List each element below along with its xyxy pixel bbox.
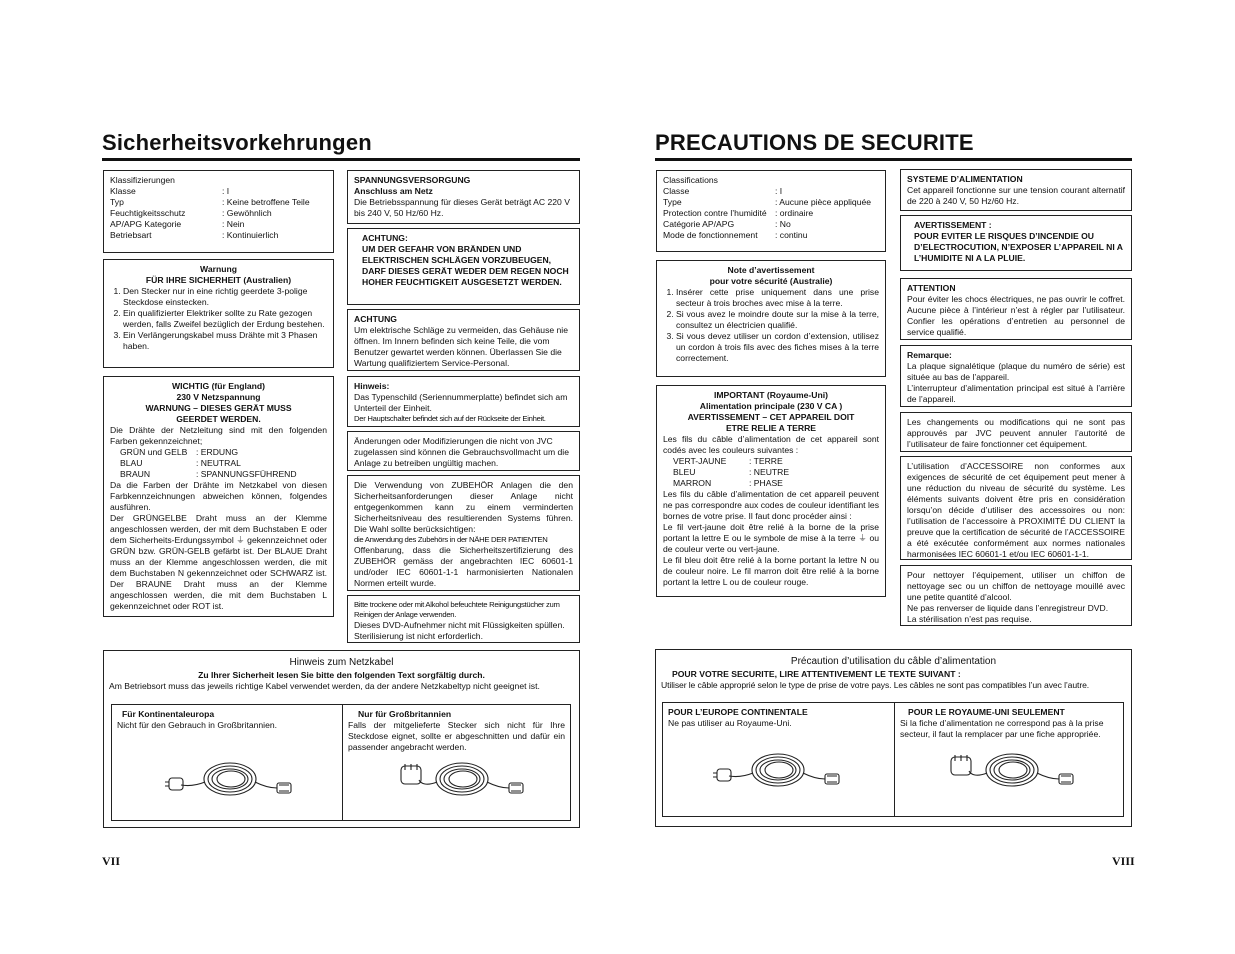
left-classification-box: Klassifizierungen Klasse : I Typ : Keine betroffene Teile Feuchtigkeitsschutz : Gewöhnlich AP/APG Kategorie : Nein Betriebsart : Kontinuierlich [103, 170, 334, 253]
left-achtung-caps-box: ACHTUNG: UM DER GEFAHR VON BRÄNDEN UND ELEKTRISCHEN SCHLÄGEN VORZUBEUGEN, DARF DIESES GERÄT WEDER DEM REGEN NOCH HOHER FEUCHTIGKEIT AUSGESETZT WERDEN. [347, 228, 580, 305]
right-nettoyer-box: Pour nettoyer l’équipement, utiliser un chiffon de nettoyage sec ou un chiffon de nettoyage mouillé avec une petite quantité d’alcool. Ne pas renverser de liquide dans l’enregistreur DVD. La stérilisation n’est pas requise. [900, 565, 1132, 626]
right-cable-box: Précaution d’utilisation du câble d’alimentation POUR VOTRE SECURITE, LIRE ATTENTIVEMENT LE TEXTE SUIVANT : Utiliser le câble approprié selon le type de prise de votre pays. Les câbles ne sont pas compatibles l’un avec l’autre. POUR L’EUROPE CONTINENTALE Ne pas utiliser au Royaume-Uni. POUR LE ROYAUME-UNI SEULEMENT Si la fiche d’alimentation ne correspond pas à la prise secteur, il faut la remplacer par une fiche appropriée. [655, 649, 1132, 827]
left-spannung-box: SPANNUNGSVERSORGUNG Anschluss am Netz Die Betriebsspannung für dieses Gerät beträgt AC 220 V bis 240 V, 50 Hz/60 Hz. [347, 170, 580, 224]
list-item: 2. Si vous avez le moindre doute sur la mise à la terre, consultez un électricien qualifié. [676, 309, 879, 331]
right-title-rule [655, 158, 1132, 161]
list-item: 1. Den Stecker nur in eine richtig geerdete 3-polige Steckdose einstecken. [123, 286, 327, 308]
uk-plug-cable-illustration [397, 752, 527, 807]
left-wichtig-box: WICHTIG (für England) 230 V Netzspannung WARNUNG – DIESES GERÄT MUSS GEERDET WERDEN. Die Drähte der Netzleitung sind mit den folgenden Farben gekennzeichnet; GRÜN und GELB : ERDUNG BLAU : NEUTRAL BRAUN : SPANNUNGSFÜHREND Da die Farben der Drähte im Netzkabel von diesen Farbkennzeichnungen abweichen können, folgendes ausführen. Der GRÜNGELBE Draht muss an der Klemme angeschlossen werden, der mit dem Buchstaben E oder dem Sicherheits-Erdungssymbol ⏚ gekennzeichnet oder GRÜN bzw. GRÜN-GELB gefärbt ist. Der BLAUE Draht muss an der Klemme angeschlossen werden, die mit dem Buchstaben N gekennzeichnet oder SCHWARZ ist. Der BRAUNE Draht muss an der Klemme angeschlossen werden, die mit dem Buchstaben L gekennzeichnet oder ROT ist. [103, 376, 334, 617]
list-item: 1. Insérer cette prise uniquement dans une prise secteur à trois broches avec mise à la terre. [676, 287, 879, 309]
right-remarque-box: Remarque: La plaque signalétique (plaque du numéro de série) est située au bas de l’appareil. L’interrupteur d’alimentation principal est situé à l’arrière de l’appareil. [900, 345, 1132, 407]
right-avertissement-box: AVERTISSEMENT : POUR EVITER LE RISQUES D’INCENDIE OU D’ELECTROCUTION, N’EXPOSER L’APPAREIL NI A L’HUMIDITE NI A LA PLUIE. [900, 215, 1132, 271]
right-page-number: VIII [1112, 854, 1135, 868]
left-uk-plug-panel: Nur für Großbritannien Falls der mitgelieferte Stecker sich nicht für Ihre Steckdose eignet, sollte er abgeschnitten und dafür ein passender angebracht werden. [342, 704, 571, 821]
left-eu-plug-panel: Für Kontinentaleuropa Nicht für den Gebrauch in Großbritannien. [111, 704, 343, 821]
right-eu-plug-panel: POUR L’EUROPE CONTINENTALE Ne pas utiliser au Royaume-Uni. [662, 702, 895, 817]
right-page-title: PRECAUTIONS DE SECURITE [655, 130, 974, 155]
left-warnung-box: Warnung FÜR IHRE SICHERHEIT (Australien) 1. Den Stecker nur in eine richtig geerdete 3-polige Steckdose einstecken. 2. Ein qualifizierter Elektriker sollte zu Rate gezogen werden, falls Zweifel bezüglich der Erdung bestehen. 3. Ein Verlängerungskabel muss Drähte mit 3 Phasen haben. [103, 259, 334, 368]
right-systeme-box: SYSTEME D’ALIMENTATION Cet appareil fonctionne sur une tension courant alternatif de 220 à 240 V, 50 Hz/60 Hz. [900, 169, 1132, 211]
left-achtung-box: ACHTUNG Um elektrische Schläge zu vermeiden, das Gehäuse nie öffnen. Im Innern befinden sich keine Teile, die vom Benutzer gewartet werden können. Überlassen Sie die Wartung qualifiziertem Service-Personal. [347, 309, 580, 371]
eu-plug-cable-illustration [165, 752, 295, 807]
right-accessoire-box: L’utilisation d’ACCESSOIRE non conformes aux exigences de sécurité de cet équipement peut mener à une réduction du niveau de sécurité du système. Les éléments suivants doivent être pris en considération lorsqu’on décide d’utiliser des accessoires ou non: l’utilisation de l’accessoire à PROXIMITÉ DU CLIENT la preuve que la certification de sécurité de l’ACCESSOIRE a été exécutée conformément aux normes nationales harmonisées IEC 60601-1 et/ou IEC 60601-1-1. [900, 456, 1132, 560]
right-attention-box: ATTENTION Pour éviter les chocs électriques, ne pas ouvrir le coffret. Aucune pièce à l’intérieur n’est à régler par l’utilisateur. Confier les opérations d’entretien au personnel de service qualifié. [900, 278, 1132, 340]
right-changements-box: Les changements ou modifications qui ne sont pas approuvés par JVC peuvent annuler l’autorité de l’utilisateur de faire fonctionner cet équipement. [900, 412, 1132, 452]
list-item: 3. Si vous devez utiliser un cordon d’extension, utilisez un cordon à trois fils avec des fiches mises à la terre correctement. [676, 331, 879, 364]
left-zubehoer-box: Die Verwendung von ZUBEHÖR Anlagen die den Sicherheitsanforderungen dieser Anlage nicht entgegenkommen kann zu einem verminderten Sicherheitsniveau des resultierenden Systems führen. Die Wahl sollte berücksichtigen: die Anwendung des Zubehörs in der NÄHE DER PATIENTEN Offenbarung, dass die Sicherheitszertifizierung des ZUBEHÖR gemäss der angebrachten IEC 60601-1 und/oder IEC 60601-1-1 harmonisierten Nationalen Normen erteilt wurde. [347, 475, 580, 591]
left-hinweis-box: Hinweis: Das Typenschild (Seriennummerplatte) befindet sich am Unterteil der Einheit. Der Hauptschalter befindet sich auf der Rückseite der Einheit. [347, 376, 580, 427]
right-uk-plug-panel: POUR LE ROYAUME-UNI SEULEMENT Si la fiche d’alimentation ne correspond pas à la prise secteur, il faut la remplacer par une fiche appropriée. [894, 702, 1124, 817]
right-classification-box: Classifications Classe : I Type : Aucune pièce appliquée Protection contre l’humidité : ordinaire Catégorie AP/APG : No Mode de fonctionnement : continu [656, 170, 886, 252]
left-aenderungen-box: Änderungen oder Modifizierungen die nicht von JVC zugelassen sind können die Gebrauchsvollmacht um die Anlage zu betreiben ungültig machen. [347, 431, 580, 471]
left-page-title: Sicherheitsvorkehrungen [102, 130, 372, 155]
eu-plug-cable-illustration [713, 743, 843, 798]
left-reinigung-box: Bitte trockene oder mit Alkohol befeuchtete Reinigungstücher zum Reinigen der Anlage verwenden. Dieses DVD-Aufnehmer nicht mit Flüssigkeiten spüllen. Sterilisierung ist nicht erforderlich. [347, 595, 580, 643]
uk-plug-cable-illustration [947, 743, 1077, 798]
list-item: 2. Ein qualifizierter Elektriker sollte zu Rate gezogen werden, falls Zweifel bezüglich der Erdung bestehen. [123, 308, 327, 330]
right-note-box: Note d’avertissement pour votre sécurité (Australie) 1. Insérer cette prise uniquement dans une prise secteur à trois broches avec mise à la terre. 2. Si vous avez le moindre doute sur la mise à la terre, consultez un électricien qualifié. 3. Si vous devez utiliser un cordon d’extension, utilisez un cordon à trois fils avec des fiches mises à la terre correctement. [656, 260, 886, 377]
left-title-rule [102, 158, 580, 161]
list-item: 3. Ein Verlängerungskabel muss Drähte mit 3 Phasen haben. [123, 330, 327, 352]
left-page-number: VII [102, 854, 121, 868]
right-important-box: IMPORTANT (Royaume-Uni) Alimentation principale (230 V CA ) AVERTISSEMENT – CET APPAREIL DOIT ETRE RELIE A TERRE Les fils du câble d’alimentation de cet appareil sont codés avec les couleurs suivantes : VERT-JAUNE : TERRE BLEU : NEUTRE MARRON : PHASE Les fils du câble d’alimentation de cet appareil peuvent ne pas correspondre aux codes de couleur identifiant les bornes de votre prise. Il faut donc procéder ainsi : Le fil vert-jaune doit être relié à la borne de la prise portant la lettre E ou le symbole de mise à la terre ⏚ ou de couleur verte ou vert-jaune. Le fil bleu doit être relié à la borne portant la lettre N ou de couleur noire. Le fil marron doit être relié à la borne portant la lettre L ou de couleur rouge. [656, 385, 886, 597]
left-netzkabel-box: Hinweis zum Netzkabel Zu Ihrer Sicherheit lesen Sie bitte den folgenden Text sorgfältig durch. Am Betriebsort muss das jeweils richtige Kabel verwendet werden, da der andere Netzkabeltyp nicht geeignet ist. Für Kontinentaleuropa Nicht für den Gebrauch in Großbritannien. Nur für Großbritannien Falls der mitgelieferte Stecker sich nicht für Ihre Steckdose eignet, sollte er abgeschnitten und dafür ein passender angebracht werden. [103, 650, 580, 828]
